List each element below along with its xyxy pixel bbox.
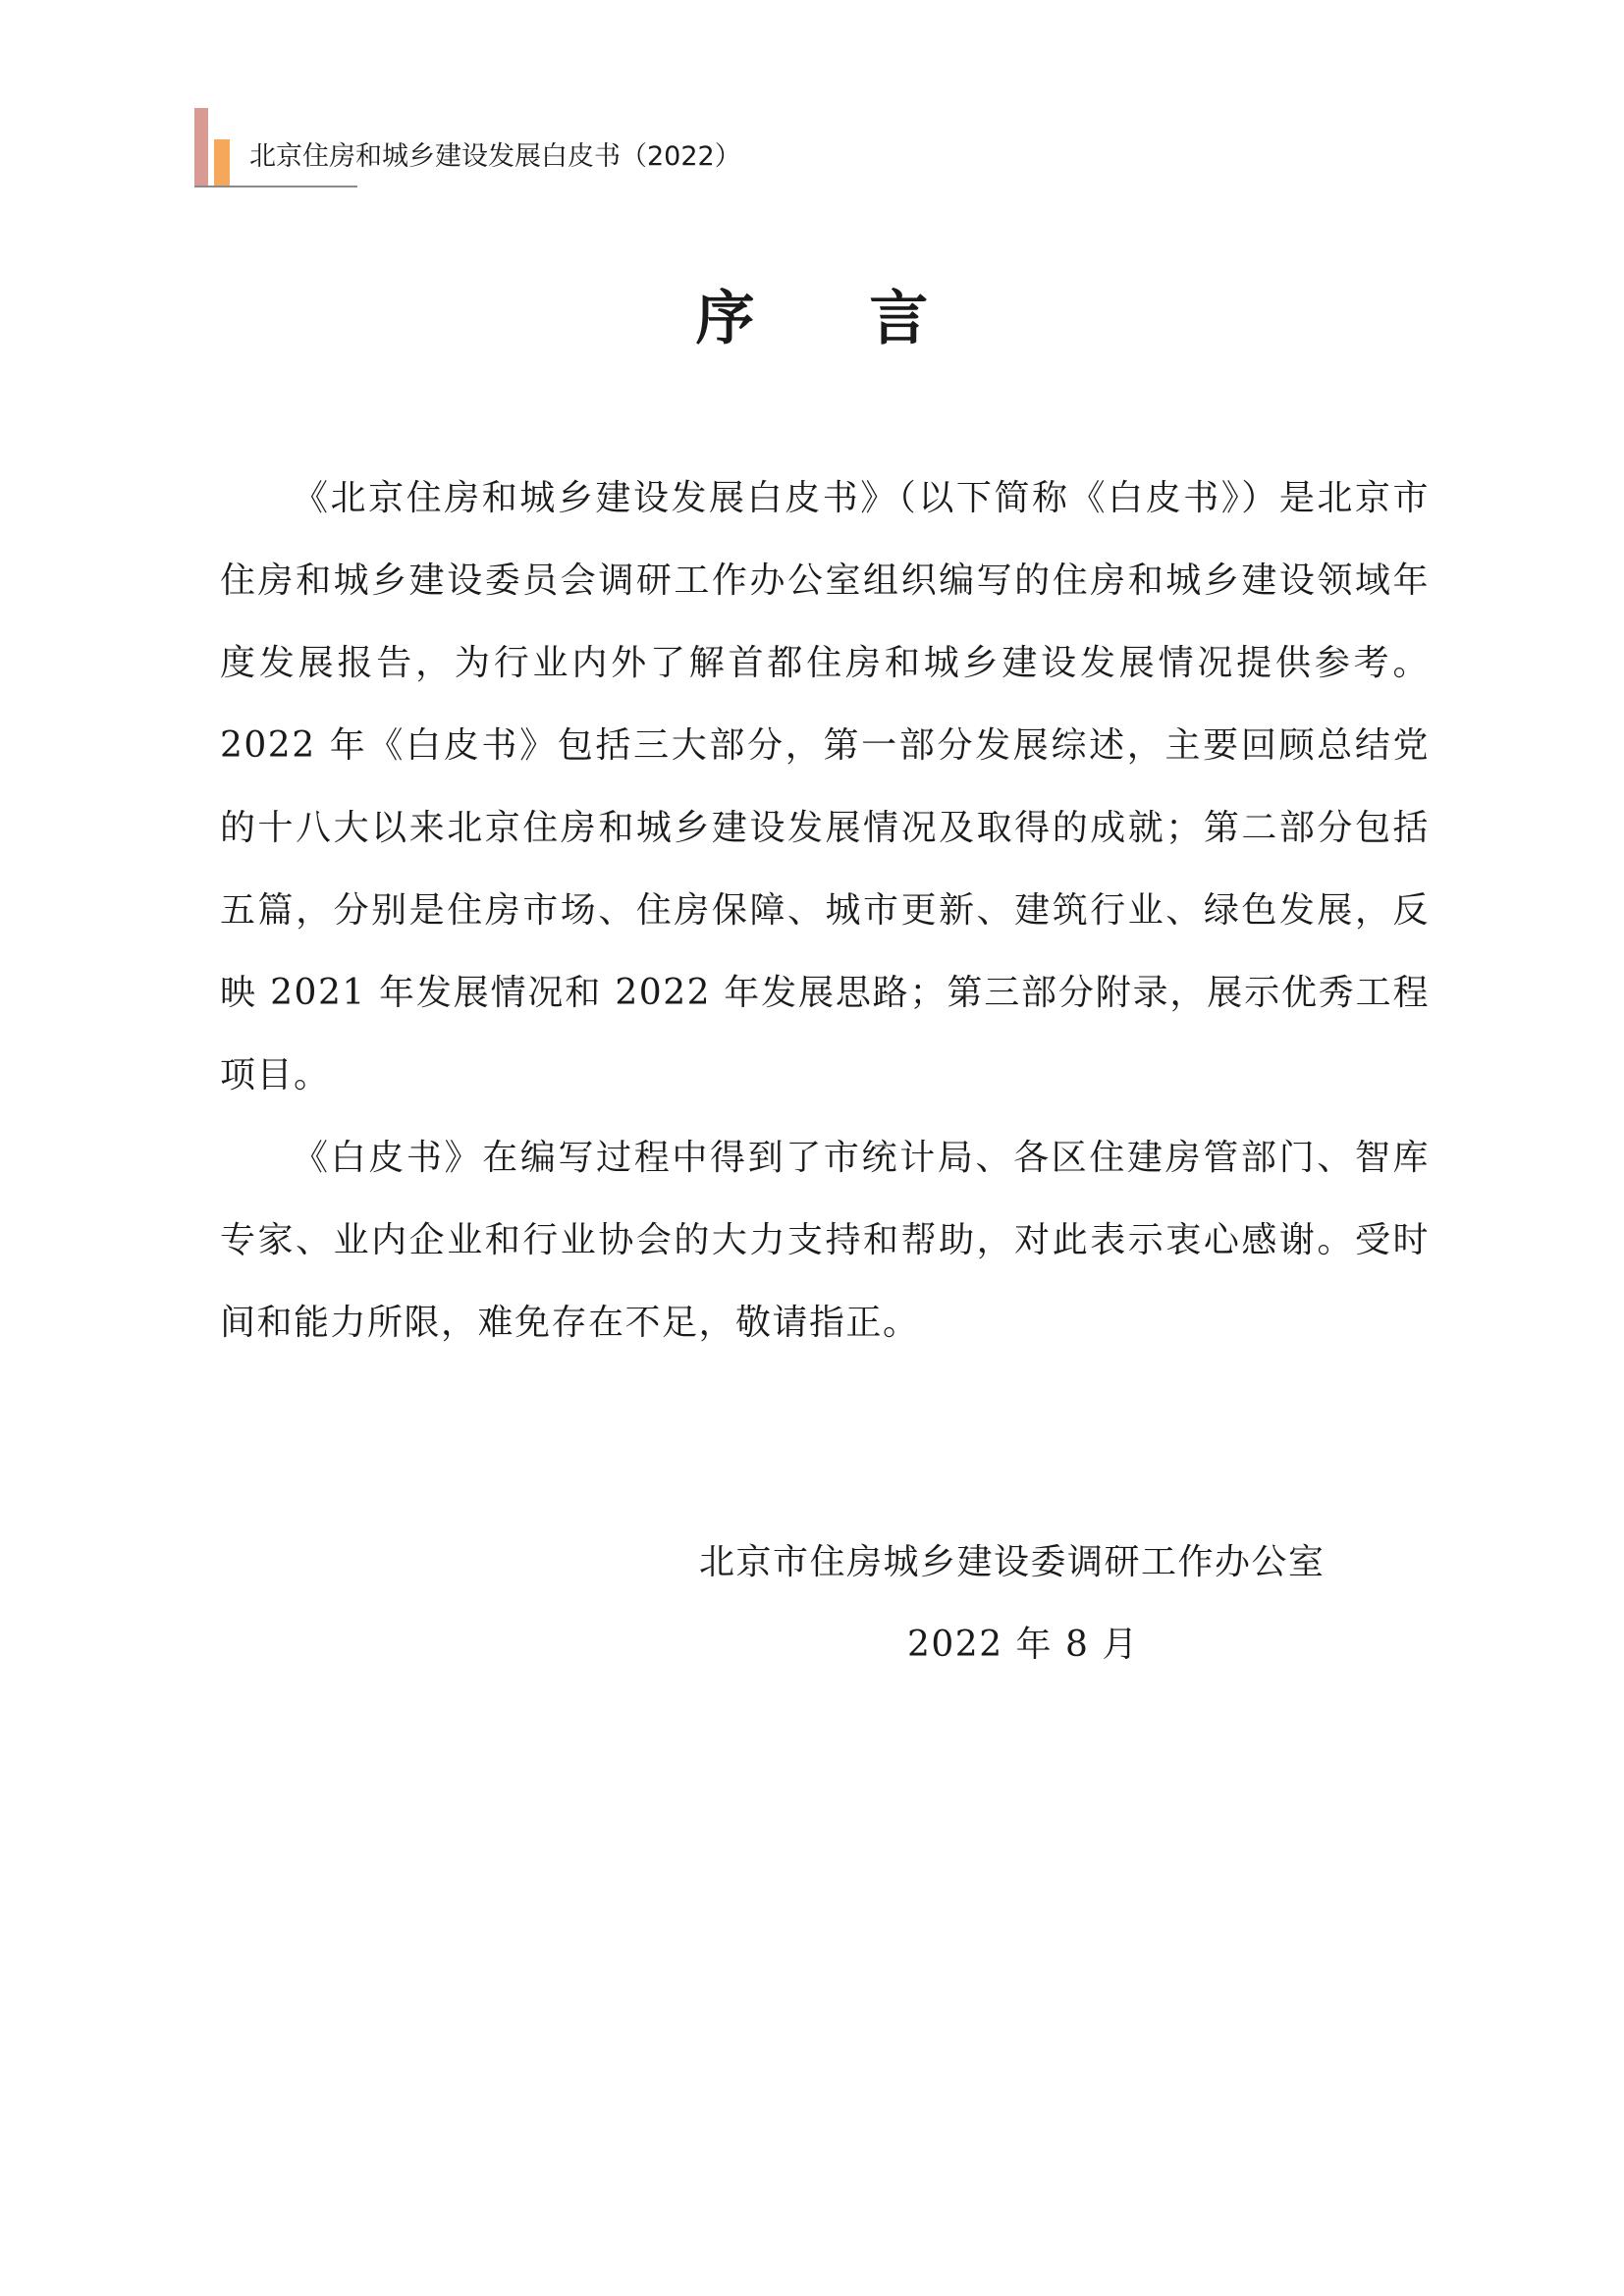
- paragraph: 《白皮书》在编写过程中得到了市统计局、各区住建房管部门、智库专家、业内企业和行业协会的大力支持和帮助，对此表示衷心感谢。受时间和能力所限，难免存在不足，敬请指正。: [220, 1138, 1430, 1343]
- header-underline: [194, 186, 357, 187]
- header-logo-bars: [194, 108, 234, 187]
- signature-block: [699, 1522, 1386, 1686]
- logo-bar-orange: [214, 139, 230, 187]
- preface-body: [220, 457, 1430, 1364]
- logo-bar-red: [194, 108, 208, 187]
- running-header-title: 北京住房和城乡建设发展白皮书（2022）: [249, 141, 741, 172]
- paragraph: 《北京住房和城乡建设发展白皮书》（以下简称《白皮书》）是北京市住房和城乡建设委员会调研工作办公室组织编写的住房和城乡建设领域年度发展报告，为行业内外了解首都住房和城乡建设发展情况提供参考。2022 年《白皮书》包括三大部分，第一部分发展综述，主要回顾总结党的十八大以来北京住房和城乡建设发展情况及取得的成就；第二部分包括五篇，分别是住房市场、住房保障、城市更新、建筑行业、绿色发展，反映 2021 年发展情况和 2022 年发展思路；第三部分附录，展示优秀工程项目。: [220, 478, 1430, 1095]
- signature-organization: 北京市住房城乡建设委调研工作办公室: [699, 1542, 1326, 1582]
- signature-date: 2022 年 8 月: [907, 1625, 1139, 1665]
- preface-title: 序 言: [695, 285, 976, 353]
